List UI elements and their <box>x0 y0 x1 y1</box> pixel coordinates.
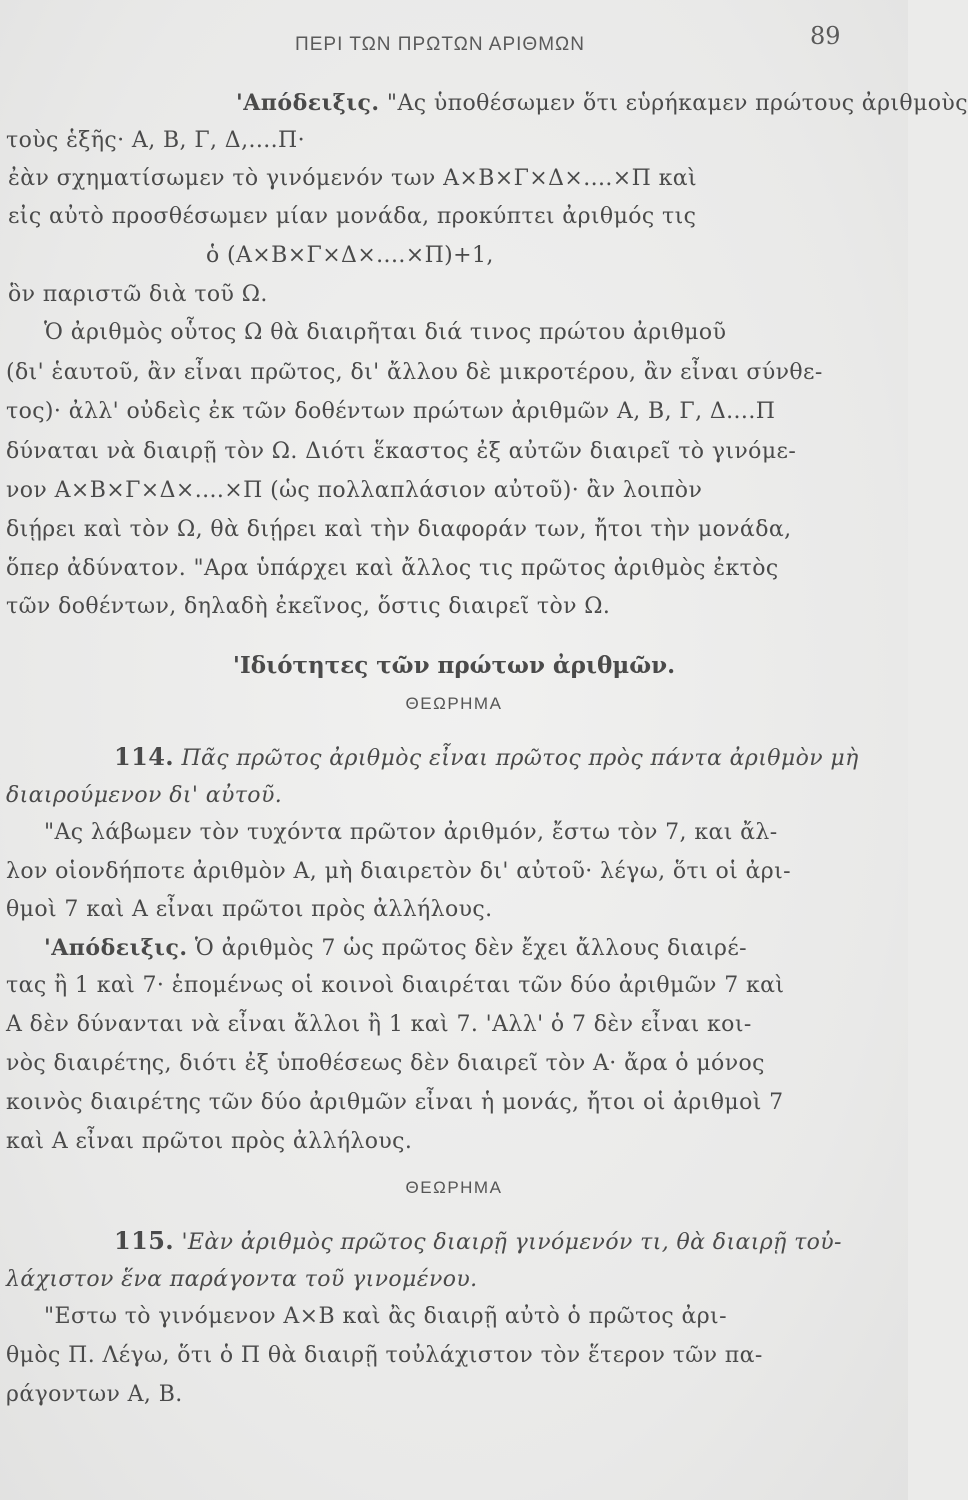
theorem-number: 115. <box>114 1226 175 1255</box>
theorem-statement <box>114 1228 842 1256</box>
text-line: διῄρει καὶ τὸν Ω, θὰ διῄρει καὶ τὴν διαφοράν των, ἤτοι τὴν μονάδα, <box>6 517 792 542</box>
text-line: τῶν δοθέντων, δηλαδὴ ἐκεῖνος, ὅστις διαιρεῖ τὸν Ω. <box>6 594 611 619</box>
text-line: ὅπερ ἀδύνατον. "Αρα ὑπάρχει καὶ ἄλλος τις πρῶτος ἀριθμὸς ἐκτὸς <box>6 556 779 581</box>
proof-lead <box>236 90 968 117</box>
theorem-label: ΘΕΩΡΗΜΑ <box>405 1178 503 1197</box>
text-line: Ὁ ἀριθμὸς 7 ὡς πρῶτος δὲν ἔχει ἄλλους διαιρέ- <box>194 936 748 961</box>
statement-text: 'Εὰν ἀριθμὸς πρῶτος διαιρῇ γινόμενόν τι, θὰ διαιρῇ τοὐ- <box>181 1230 842 1255</box>
proof-lead <box>44 935 747 962</box>
text-line: κοινὸς διαιρέτης τῶν δύο ἀριθμῶν εἶναι ἡ μονάς, ἤτοι οἱ ἀριθμοὶ 7 <box>6 1090 784 1115</box>
text-line: (δι' ἑαυτοῦ, ἂν εἶναι πρῶτος, δι' ἄλλου δὲ μικροτέρου, ἂν εἶναι σύνθε- <box>6 360 823 385</box>
theorem-statement <box>114 744 859 772</box>
text-line: θμὸς Π. Λέγω, ὅτι ὁ Π θὰ διαιρῇ τοὐλάχιστον τὸν ἕτερον τῶν πα- <box>6 1343 763 1368</box>
section-heading: 'Ιδιότητες τῶν πρώτων ἀριθμῶν. <box>232 652 676 679</box>
text-line: ράγοντων Α, Β. <box>6 1382 183 1407</box>
text-line: "Ας λάβωμεν τὸν τυχόντα πρῶτον ἀριθμόν, ἔστω τὸν 7, και ἄλ- <box>44 820 778 845</box>
text-line: λον οἱονδήποτε ἀριθμὸν Α, μὴ διαιρετὸν δι' αὐτοῦ· λέγω, ὅτι οἱ ἀρι- <box>6 859 792 884</box>
page-number: 89 <box>810 22 841 50</box>
formula-line: ὁ (Α×Β×Γ×Δ×....×Π)+1, <box>206 243 494 268</box>
text-line: Α δὲν δύνανται νὰ εἶναι ἄλλοι ἢ 1 καὶ 7. 'Αλλ' ὁ 7 δὲν εἶναι κοι- <box>6 1012 752 1037</box>
text-line: τας ἢ 1 καὶ 7· ἑπομένως οἱ κοινοὶ διαιρέται τῶν δύο ἀριθμῶν 7 καὶ <box>6 973 785 998</box>
text-line: καὶ Α εἶναι πρῶτοι πρὸς ἀλλήλους. <box>6 1129 413 1154</box>
text-line: ἐὰν σχηματίσωμεν τὸ γινόμενόν των Α×Β×Γ×Δ×....×Π καὶ <box>8 166 698 191</box>
text-line: τοὺς ἑξῆς· Α, Β, Γ, Δ,....Π· <box>6 128 306 153</box>
proof-label: 'Απόδειξις. <box>44 935 188 961</box>
text-line: "Εστω τὸ γινόμενον Α×Β καὶ ἂς διαιρῇ αὐτὸ ὁ πρῶτος ἀρι- <box>44 1304 727 1329</box>
running-head: ΠΕΡΙ ΤΩΝ ΠΡΩΤΩΝ ΑΡΙΘΜΩΝ <box>295 34 585 55</box>
statement-text: λάχιστον ἕνα παράγοντα τοῦ γινομένου. <box>6 1267 478 1292</box>
text-line: δύναται νὰ διαιρῇ τὸν Ω. Διότι ἕκαστος ἐξ αὐτῶν διαιρεῖ τὸ γινόμε- <box>6 439 797 464</box>
theorem-number: 114. <box>114 742 175 771</box>
theorem-label: ΘΕΩΡΗΜΑ <box>405 694 503 713</box>
statement-text: Πᾶς πρῶτος ἀριθμὸς εἶναι πρῶτος πρὸς πάντα ἀριθμὸν μὴ <box>181 746 859 771</box>
text-line: θμοὶ 7 καὶ Α εἶναι πρῶτοι πρὸς ἀλλήλους. <box>6 897 493 922</box>
statement-text: διαιρούμενον δι' αὐτοῦ. <box>6 783 283 808</box>
proof-label: 'Απόδειξις. <box>236 90 380 116</box>
text-line: "Ας ὑποθέσωμεν ὅτι εὑρήκαμεν πρώτους ἀριθμοὺς <box>386 91 968 116</box>
text-line: Ὁ ἀριθμὸς οὗτος Ω θὰ διαιρῆται διά τινος πρώτου ἀριθμοῦ <box>44 320 727 345</box>
text-line: νον Α×Β×Γ×Δ×....×Π (ὡς πολλαπλάσιον αὐτοῦ)· ἂν λοιπὸν <box>6 478 703 503</box>
text-line: εἰς αὐτὸ προσθέσωμεν μίαν μονάδα, προκύπτει ἀριθμός τις <box>8 204 697 229</box>
text-line: τος)· ἀλλ' οὐδεὶς ἐκ τῶν δοθέντων πρώτων ἀριθμῶν Α, Β, Γ, Δ....Π <box>6 399 776 424</box>
text-line: ὃν παριστῶ διὰ τοῦ Ω. <box>8 282 268 307</box>
text-line: νὸς διαιρέτης, διότι ἐξ ὑποθέσεως δὲν διαιρεῖ τὸν Α· ἄρα ὁ μόνος <box>6 1051 765 1076</box>
